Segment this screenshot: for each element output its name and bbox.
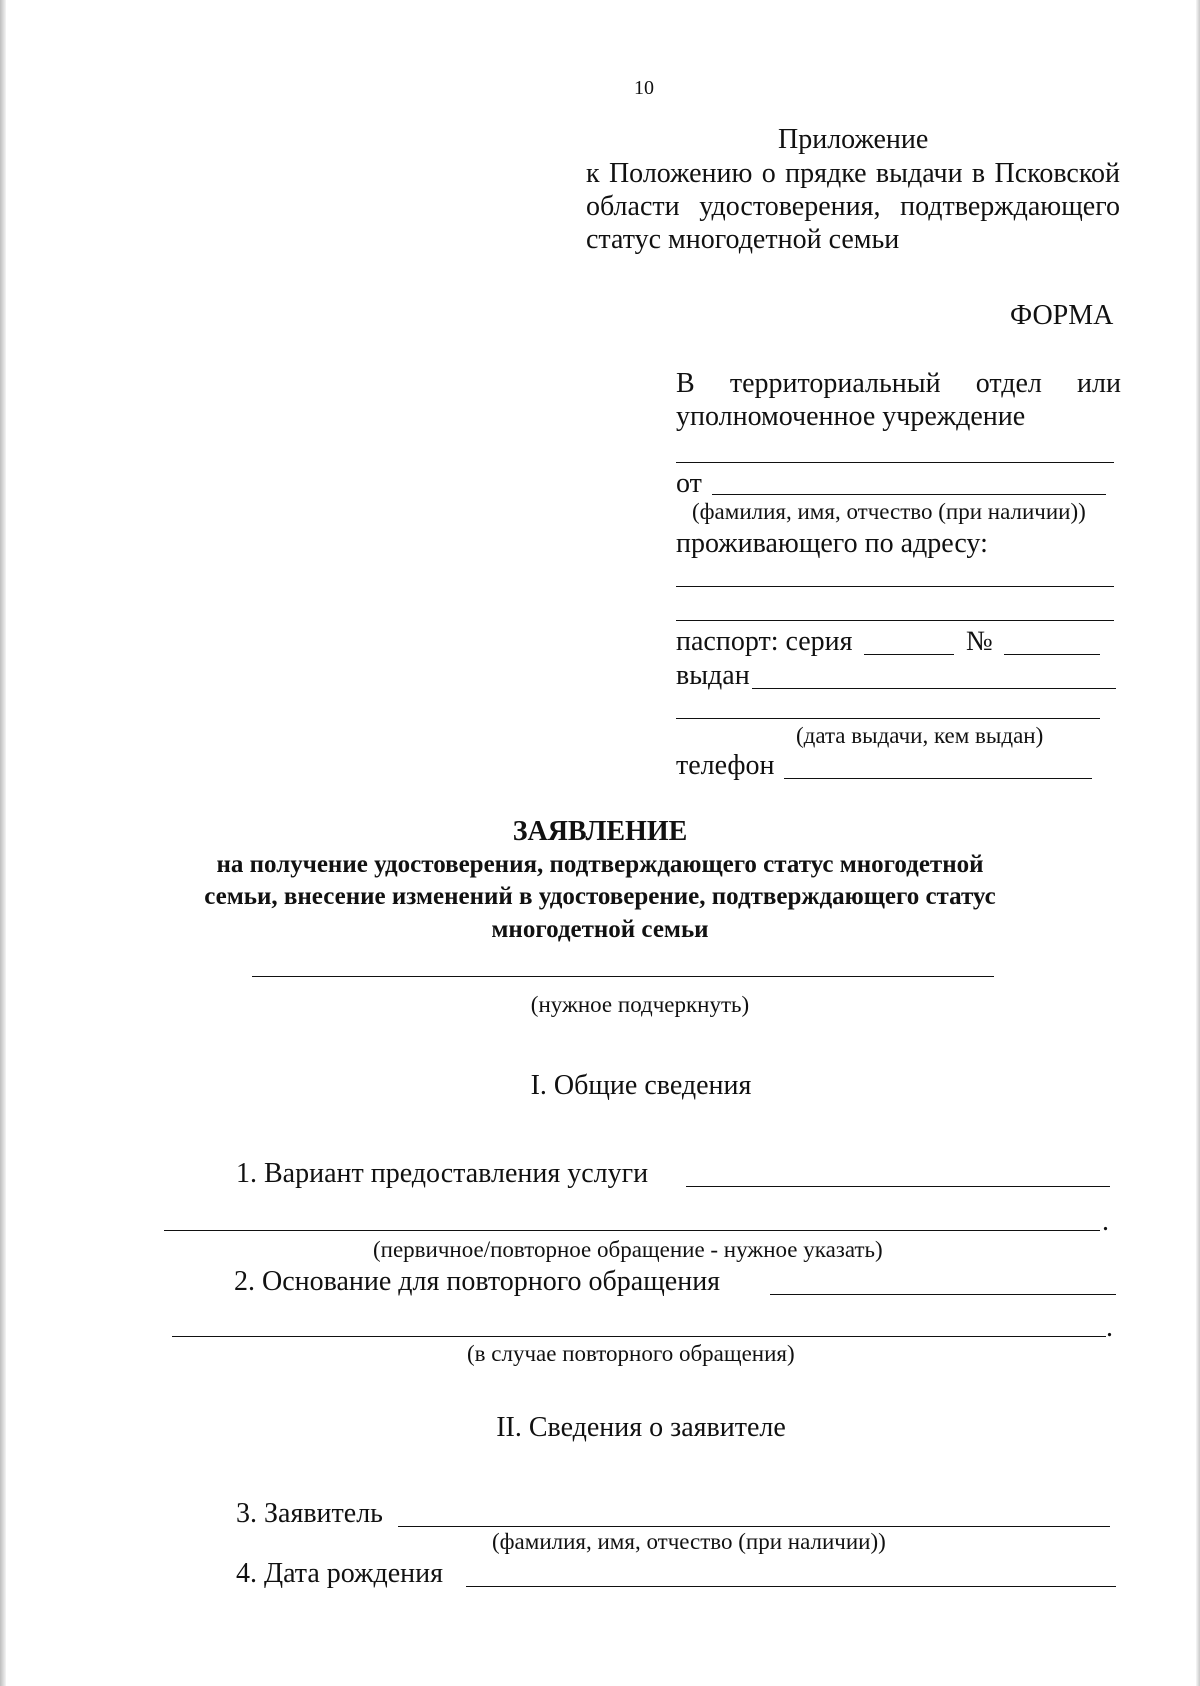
appendix-title: Приложение	[778, 124, 929, 155]
statement-subtitle-3: многодетной семьи	[491, 916, 709, 943]
passport-number-blank	[1004, 654, 1100, 655]
item-2-label: 2. Основание для повторного обращения	[234, 1266, 721, 1297]
issued-label: выдан	[676, 660, 750, 691]
statement-title: ЗАЯВЛЕНИЕ	[512, 816, 688, 847]
item-4-label: 4. Дата рождения	[236, 1558, 443, 1589]
passport-number-sign: №	[966, 626, 993, 657]
issued-blank-line-2	[676, 718, 1100, 719]
statement-subtitle-1: на получение удостоверения, подтверждающего статус многодетной	[216, 851, 984, 878]
item-1-blank-line	[686, 1186, 1110, 1187]
addressee-line-2: уполномоченное учреждение	[676, 401, 1026, 432]
statement-subtitle-2: семьи, внесение изменений в удостоверение, подтверждающего статус	[204, 883, 996, 910]
item-3-blank-line	[398, 1526, 1110, 1527]
item-1-label: 1. Вариант предоставления услуги	[236, 1158, 649, 1189]
item-2-blank-line-2	[172, 1336, 1106, 1337]
underline-hint: (нужное подчеркнуть)	[530, 992, 750, 1017]
item-2-blank-line	[770, 1294, 1116, 1295]
form-label: ФОРМА	[1010, 300, 1114, 331]
item-2-period: .	[1106, 1312, 1113, 1343]
item-4-blank-line	[466, 1586, 1116, 1587]
item-2-hint: (в случае повторного обращения)	[467, 1341, 795, 1366]
from-blank-line	[712, 494, 1106, 495]
phone-blank-line	[784, 778, 1092, 779]
appendix-line-3: статус многодетной семьи	[586, 224, 900, 255]
address-blank-line-1	[676, 586, 1114, 587]
item-3-label: 3. Заявитель	[236, 1498, 383, 1529]
item-1-hint: (первичное/повторное обращение - нужное указать)	[373, 1237, 883, 1262]
page-number: 10	[634, 77, 654, 99]
appendix-line-2: области удостоверения, подтверждающего	[586, 191, 1120, 222]
issued-hint: (дата выдачи, кем выдан)	[796, 723, 1044, 748]
phone-label: телефон	[676, 750, 775, 781]
item-1-blank-line-2	[164, 1230, 1100, 1231]
section-1-title: I. Общие сведения	[530, 1070, 752, 1101]
addressee-blank-line	[676, 462, 1114, 463]
passport-label: паспорт: серия	[676, 626, 853, 657]
addressee-line-1: В территориальный отдел или	[676, 368, 1121, 399]
item-3-hint: (фамилия, имя, отчество (при наличии))	[492, 1529, 886, 1554]
section-2-title: II. Сведения о заявителе	[496, 1412, 786, 1443]
address-blank-line-2	[676, 620, 1114, 621]
item-1-period: .	[1102, 1206, 1109, 1237]
address-label: проживающего по адресу:	[676, 528, 988, 559]
statement-underline-blank	[252, 976, 994, 977]
from-label: от	[676, 468, 702, 499]
passport-series-blank	[864, 654, 954, 655]
appendix-line-1: к Положению о прядке выдачи в Псковской	[586, 158, 1120, 189]
fio-hint: (фамилия, имя, отчество (при наличии))	[692, 499, 1086, 524]
issued-blank-line	[752, 688, 1116, 689]
